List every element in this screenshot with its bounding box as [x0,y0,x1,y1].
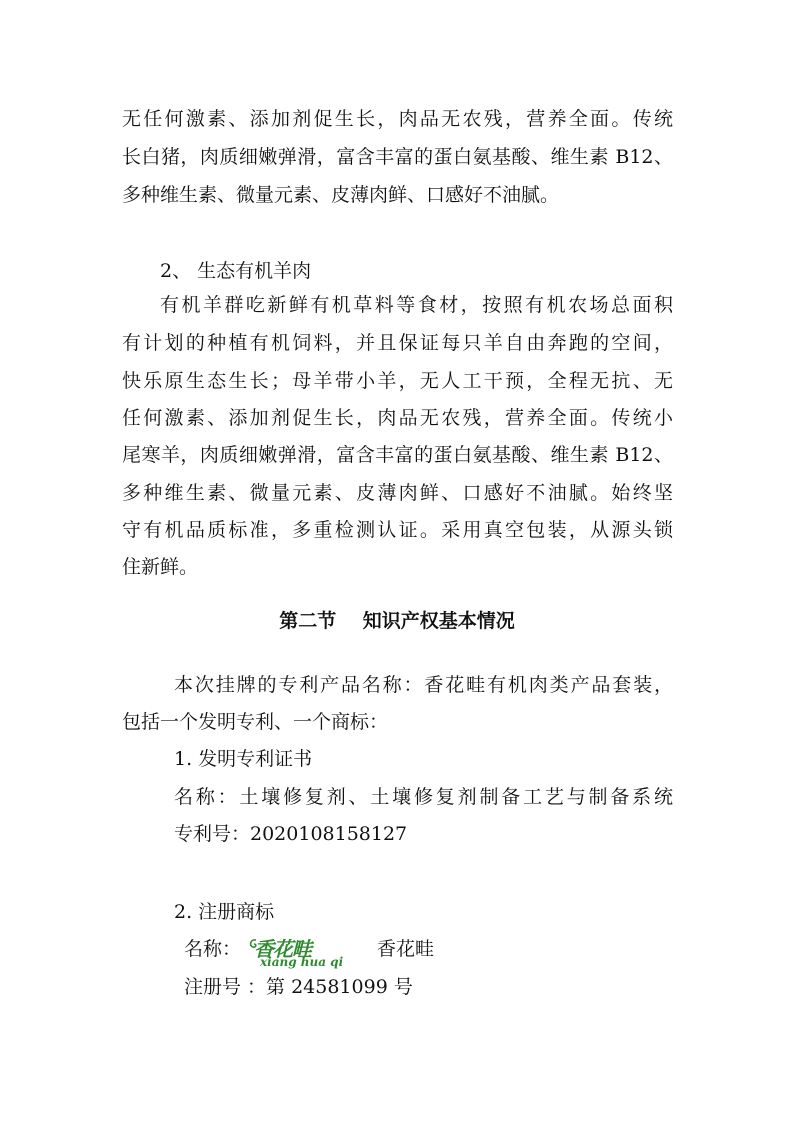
item2-line-7: 守有机品质标准，多重检测认证。采用真空包装，从源头锁 [122,519,673,541]
ip-intro-line-1: 本次挂牌的专利产品名称：香花畦有机肉类产品套装， [174,674,673,696]
patent-number: 专利号：2020108158127 [174,823,408,845]
patent-name: 名称：土壤修复剂、土壤修复剂制备工艺与制备系统 [174,786,673,808]
item2-line-1: 有机羊群吃新鲜有机草料等食材，按照有机农场总面积 [160,294,673,316]
item2-line-2: 有计划的种植有机饲料，并且保证每只羊自由奔跑的空间， [122,332,673,354]
patent-heading: 1. 发明专利证书 [174,748,313,770]
para1-line-3: 多种维生素、微量元素、皮薄肉鲜、口感好不油腻。 [122,184,560,206]
para1-line-2: 长白猪，肉质细嫩弹滑，富含丰富的蛋白氨基酸、维生素 B12、 [122,146,673,168]
trademark-logo [254,933,344,973]
item2-heading: 2、 生态有机羊肉 [160,260,312,282]
item2-line-3: 快乐原生态生长；母羊带小羊，无人工干预，全程无抗、无 [122,370,673,392]
trademark-heading: 2. 注册商标 [174,901,275,923]
trademark-number: 注册号 ：第 24581099 号 [184,976,413,998]
item2-line-5: 尾寒羊，肉质细嫩弹滑，富含丰富的蛋白氨基酸、维生素 B12、 [122,444,673,466]
trademark-logo-text: 香花畦 [254,937,311,961]
para1-line-1: 无任何激素、添加剂促生长，肉品无农残，营养全面。传统 [122,108,673,130]
trademark-name-label: 名称： [184,938,242,960]
item2-line-6: 多种维生素、微量元素、皮薄肉鲜、口感好不油腻。始终坚 [122,482,673,504]
item2-line-4: 任何激素、添加剂促生长，肉品无农残，营养全面。传统小 [122,407,673,429]
trademark-name-value: 香花畦 [377,938,435,960]
trademark-logo-pinyin: xiang hua qi [260,955,344,969]
ip-intro-line-2: 包括一个发明专利、一个商标： [122,711,389,733]
item2-line-8: 住新鲜。 [122,556,199,578]
section-title: 第二节 知识产权基本情况 [279,610,515,632]
